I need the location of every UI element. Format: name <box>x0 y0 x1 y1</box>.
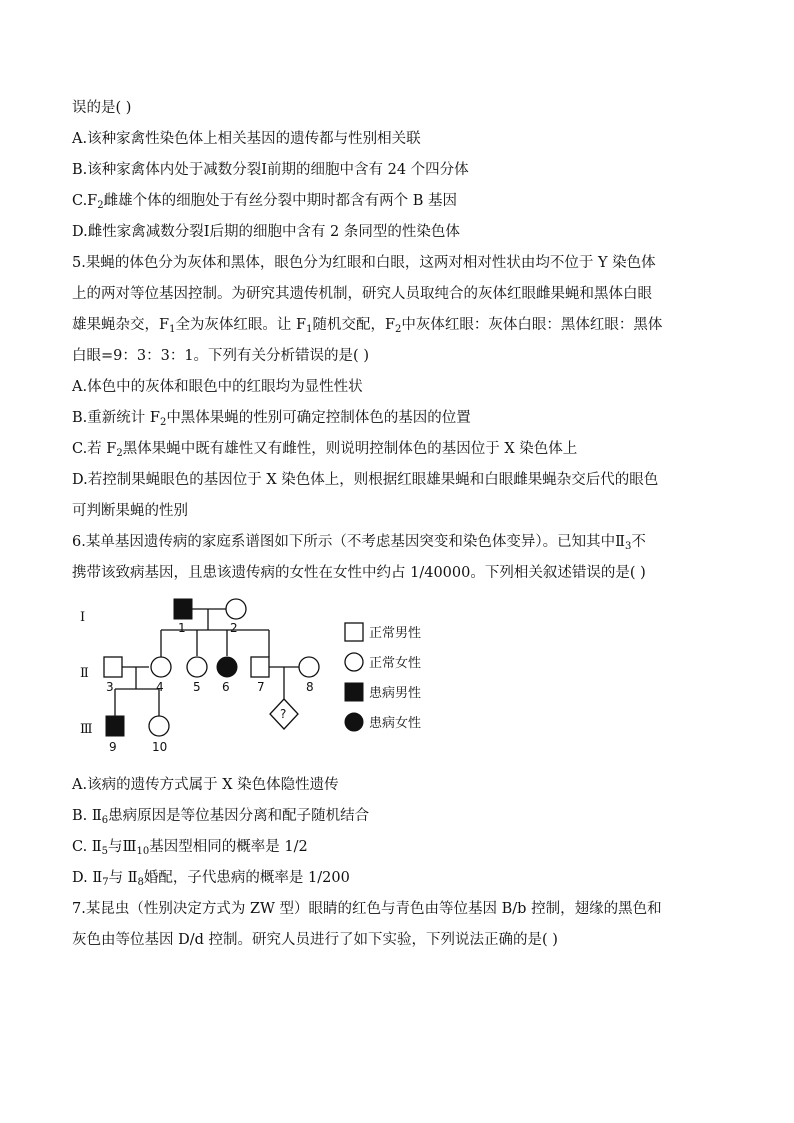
q6-stem-line1: 6.某单基因遗传病的家庭系谱图如下所示（不考虑基因突变和染色体变异）。已知其中$Ⅱ_3$不 <box>72 534 646 552</box>
q5-option-d-line2: 可判断果蝇的性别 <box>72 503 188 519</box>
ii3-number: 3 <box>106 680 114 694</box>
ii7-normal-male <box>251 657 269 677</box>
i1-affected-male <box>174 599 192 619</box>
q4-option-b: B.该种家禽体内处于减数分裂Ⅰ前期的细胞中含有 24 个四分体 <box>72 162 469 178</box>
q5-option-a: A.体色中的灰体和眼色中的红眼均为显性性状 <box>72 379 363 395</box>
generation-2-label: Ⅱ <box>80 666 89 681</box>
q4-option-a: A.该种家禽性染色体上相关基因的遗传都与性别相关联 <box>72 131 421 147</box>
q5-option-c: C.若 $F_2$黑体果蝇中既有雄性又有雌性，则说明控制体色的基因位于 X 染色体上 <box>72 441 578 459</box>
q5-stem-line4: 白眼=9：3：3：1。下列有关分析错误的是( ) <box>72 348 369 364</box>
pedigree-lines <box>115 609 299 716</box>
q6-option-a: A.该病的遗传方式属于 X 染色体隐性遗传 <box>72 777 339 793</box>
q4-option-c: $C.F_2$雌雄个体的细胞处于有丝分裂中期时都含有两个 B 基因 <box>72 193 457 211</box>
q5-stem-line1: 5.果蝇的体色分为灰体和黑体，眼色分为红眼和白眼，这两对相对性状由均不位于 Y 染色体 <box>72 255 656 271</box>
q6-option-d: D. $Ⅱ_7$与 $Ⅱ_8$婚配，子代患病的概率是 1/200 <box>72 870 350 888</box>
q4-stem-tail: 误的是( ) <box>72 100 132 116</box>
q6-stem-line2: 携带该致病基因，且患该遗传病的女性在女性中约占 1/40000。下列相关叙述错误的是( ) <box>72 565 646 581</box>
ii6-number: 6 <box>222 680 230 694</box>
iii9-affected-male <box>106 716 124 736</box>
q5-stem-line2: 上的两对等位基因控制。为研究其遗传机制，研究人员取纯合的灰体红眼雌果蝇和黑体白眼 <box>72 286 652 302</box>
q5-option-b: B.重新统计 $F_2$中黑体果蝇的性别可确定控制体色的基因的位置 <box>72 410 471 428</box>
ii7-number: 7 <box>257 680 265 694</box>
unknown-offspring-mark: ? <box>280 707 287 721</box>
legend-affected-male-square <box>345 683 363 701</box>
q6-option-b: B. $Ⅱ_6$患病原因是等位基因分离和配子随机结合 <box>72 808 370 826</box>
i2-number: 2 <box>230 621 238 635</box>
ii8-number: 8 <box>306 680 314 694</box>
q6-option-c: C. $Ⅱ_5$与$Ⅲ_{10}$基因型相同的概率是 1/2 <box>72 839 308 857</box>
i1-number: 1 <box>178 621 186 635</box>
iii10-number: 10 <box>152 740 168 754</box>
pedigree-chart <box>72 590 492 760</box>
ii5-normal-female <box>187 657 207 677</box>
legend-normal-female-label: 正常女性 <box>369 656 422 671</box>
q4-option-d: D.雌性家禽减数分裂Ⅰ后期的细胞中含有 2 条同型的性染色体 <box>72 224 460 240</box>
ii5-number: 5 <box>193 680 201 694</box>
i2-normal-female <box>226 599 246 619</box>
legend-affected-female-label: 患病女性 <box>369 716 422 731</box>
q7-stem-line2: 灰色由等位基因 D/d 控制。研究人员进行了如下实验，下列说法正确的是( ) <box>72 932 558 948</box>
generation-1-label: Ⅰ <box>80 610 86 625</box>
ii4-number: 4 <box>156 680 164 694</box>
generation-3-label: Ⅲ <box>80 722 93 737</box>
legend-affected-male-label: 患病男性 <box>369 686 422 701</box>
ii3-normal-male <box>104 657 122 677</box>
iii9-number: 9 <box>109 740 117 754</box>
q5-stem-line3: 雄果蝇杂交，$F_1$全为灰体红眼。让 $F_1$随机交配，$F_2$中灰体红眼：灰体白眼：黑体红眼：黑体 <box>72 317 663 335</box>
q7-stem-line1: 7.某昆虫（性别决定方式为 ZW 型）眼睛的红色与青色由等位基因 B/b 控制，翅缘的黑色和 <box>72 901 662 917</box>
legend-normal-female-circle <box>345 653 363 671</box>
legend-normal-male-label: 正常男性 <box>369 626 422 641</box>
ii4-normal-female <box>151 657 171 677</box>
iii10-normal-female <box>149 716 169 736</box>
ii6-affected-female <box>217 657 237 677</box>
legend-affected-female-circle <box>345 713 363 731</box>
q5-option-d-line1: D.若控制果蝇眼色的基因位于 X 染色体上，则根据红眼雄果蝇和白眼雌果蝇杂交后代的眼色 <box>72 472 659 488</box>
legend-normal-male-square <box>345 623 363 641</box>
ii8-normal-female <box>299 657 319 677</box>
